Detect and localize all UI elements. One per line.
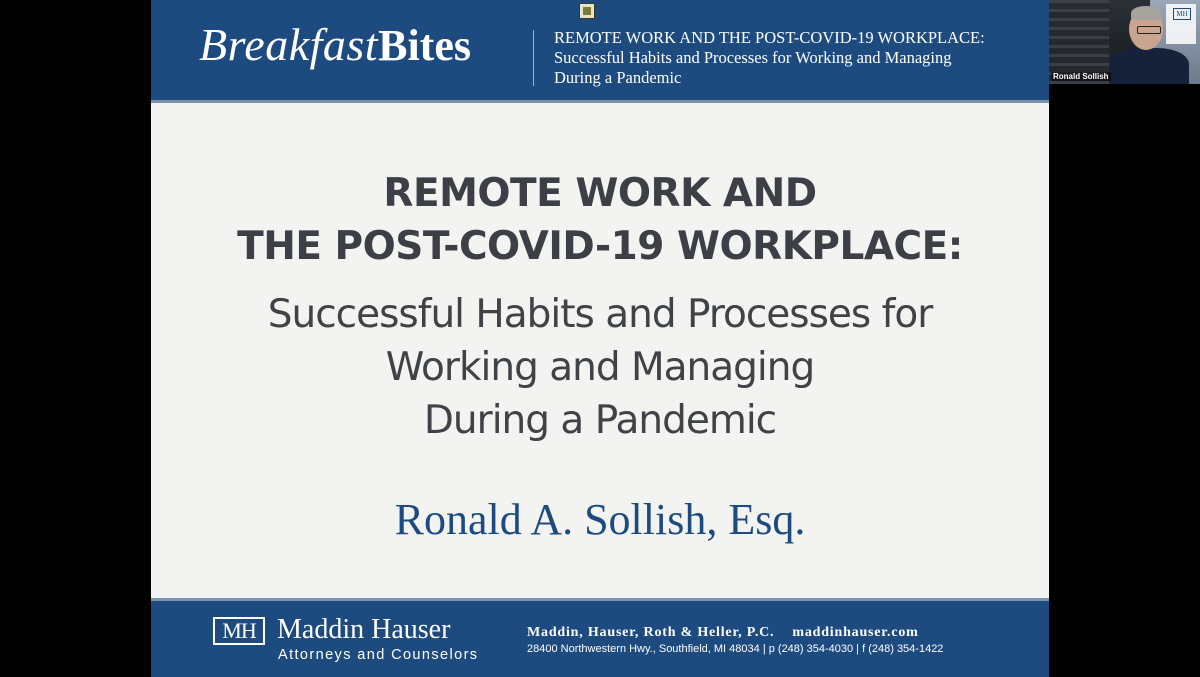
participant-body bbox=[1109, 48, 1189, 84]
slide-subtitle-line1: Successful Habits and Processes for bbox=[267, 292, 933, 337]
firm-address: 28400 Northwestern Hwy., Southfield, MI 48034 | p (248) 354-4030 | f (248) 354-1422 bbox=[527, 643, 944, 655]
slide-footer-banner bbox=[151, 598, 1049, 677]
header-divider bbox=[533, 30, 534, 86]
slide-title bbox=[151, 167, 1049, 273]
firm-website: maddinhauser.com bbox=[792, 625, 919, 640]
firm-legal-name: Maddin, Hauser, Roth & Heller, P.C. bbox=[527, 625, 775, 640]
participant-hair bbox=[1131, 6, 1161, 20]
slide-subtitle-line2: Working and Managing bbox=[385, 345, 815, 390]
breakfast-bites-logo-word2: Bites bbox=[378, 21, 471, 70]
screen-share-icon[interactable] bbox=[579, 3, 595, 19]
slide-subtitle bbox=[151, 288, 1049, 447]
slide-subtitle-line3: During a Pandemic bbox=[423, 398, 777, 443]
firm-logo-name: Maddin Hauser bbox=[277, 614, 451, 645]
header-title-line3: During a Pandemic bbox=[554, 68, 682, 87]
participant-video-tile[interactable] bbox=[1049, 0, 1200, 84]
participant-name-label: Ronald Sollish bbox=[1053, 72, 1109, 81]
maddin-hauser-logo-icon: MH bbox=[213, 617, 265, 645]
breakfast-bites-logo bbox=[199, 18, 471, 78]
slide-header-banner bbox=[151, 0, 1049, 103]
presentation-slide bbox=[151, 0, 1049, 674]
header-title-line2: Successful Habits and Processes for Working and Managing bbox=[554, 48, 952, 67]
participant-glasses bbox=[1137, 26, 1161, 34]
slide-title-line1: REMOTE WORK AND bbox=[383, 171, 817, 216]
presenter-name: Ronald A. Sollish, Esq. bbox=[394, 495, 806, 544]
header-title-block bbox=[554, 28, 1044, 88]
firm-legal-line bbox=[527, 625, 937, 641]
firm-tagline: Attorneys and Counselors bbox=[278, 647, 479, 663]
header-title-line1: REMOTE WORK AND THE POST-COVID-19 WORKPLACE: bbox=[554, 28, 985, 47]
video-watermark-sign bbox=[1166, 4, 1196, 44]
video-watermark-logo-icon: MH bbox=[1173, 8, 1191, 20]
slide-title-line2: THE POST-COVID-19 WORKPLACE: bbox=[237, 224, 963, 269]
breakfast-bites-logo-word1: Breakfast bbox=[199, 19, 379, 70]
